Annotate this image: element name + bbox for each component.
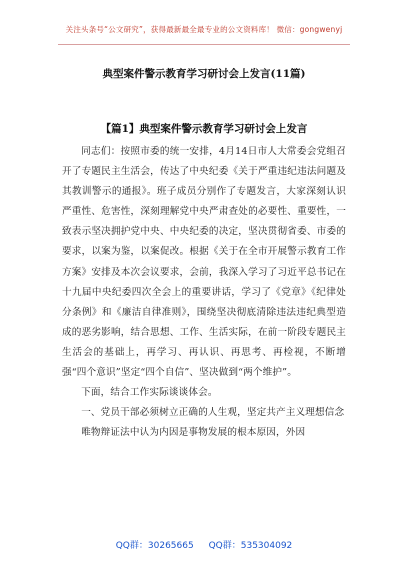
section-heading: 【篇1】典型案件警示教育学习研讨会上发言 [100,123,308,135]
header-divider [58,44,350,45]
footer-qq-group-2: QQ群：535304092 [208,541,293,551]
paragraph: 一、党员干部必须树立正确的人生观，坚定共产主义理想信念 [81,407,345,419]
header-banner: 关注头条号“公文研究”，获得最新最全最专业的公文资料库！ 微信：gongwenyj [65,25,343,34]
document-title: 典型案件警示教育学习研讨会上发言(11篇) [102,68,306,80]
footer [0,538,408,551]
paragraph: 下面，结合工作实际谈谈体会。 [81,387,218,399]
paragraph: 同志们：按照市委的统一安排，4月14日市人大常委会党组召开了专题民主生活会，传达了中央纪委《关于严重违纪违法问题及其教训警示的通报》。班子成员分别作了专题发言，大家深刻认识严重性、危害性，深刻理解党中央严肃查处的必要性、重要性，一致表示坚决拥护党中央、中央纪委的决定，坚决贯彻省委、市委的要求，以案为鉴，以案促改。根据《关于在全市开展警示教育工作方案》安排及本次会议要求，会前，我深入学习了习近平总书记在十九届中央纪委四次全会上的重要讲话，学习了《党章》《纪律处分条例》和《廉洁自律准则》，围绕坚决彻底清除违法违纪典型造成的恶劣影响，结合思想、工作、生活实际，在前一阶段专题民主生活会的基础上，再学习、再认识、再思考、再检视，不断增强“四个意识”坚定“四个自信”、坚决做到“两个维护”。 [62,146,346,379]
footer-qq-group-1: QQ群：30265665 [115,541,194,551]
paragraph: 唯物辩证法中认为内因是事物发展的根本原因，外因 [81,427,306,439]
document-body [62,142,346,443]
